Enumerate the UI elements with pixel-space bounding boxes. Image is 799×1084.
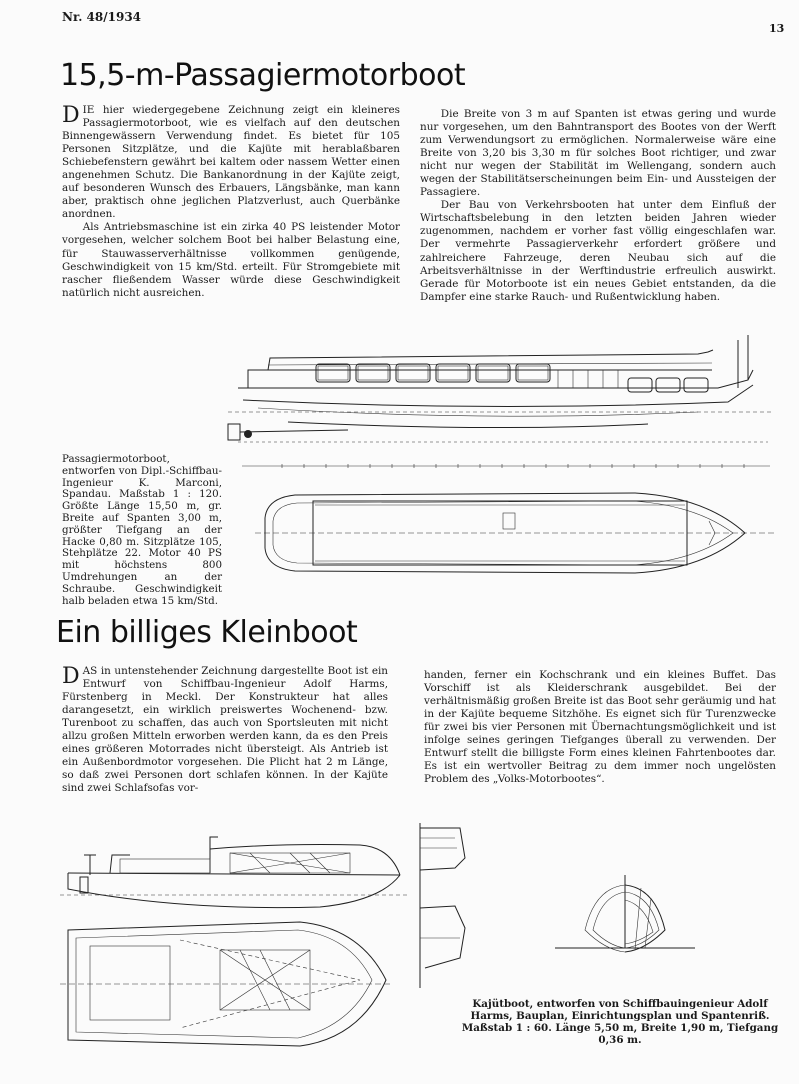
- figure-caption-small-boat: Kajütboot, entworfen von Schiffbauingenieur Adolf Harms, Bauplan, Einrichtungsplan und Spantenriß. Maßstab 1 : 60. Länge 5,50 m, Breite 1,90 m, Tiefgang 0,36 m.: [461, 998, 779, 1046]
- article2-column-left: [62, 665, 388, 795]
- paragraph: Als Antriebsmaschine ist ein zirka 40 PS leistender Motor vorgesehen, welcher solchem Boot bei halber Belastung eine, für Stauwasserverhältnisse vollkommen genügende, Geschwindigkeit von 15 km/Std. erteilt. Für Stromgebiete mit rascher fließendem Wasser würde diese Geschwindigkeit natürlich nicht ausreichen.: [62, 221, 400, 299]
- article1-column-left: [62, 104, 400, 300]
- scale-bar: [242, 458, 772, 478]
- small-boat-body-plan: [555, 870, 695, 960]
- drop-cap: D: [62, 664, 80, 689]
- paragraph: Der Bau von Verkehrsbooten hat unter dem Einfluß der Wirtschaftsbelebung in den letzten beiden Jahren wieder zugenommen, nachdem er vorher fast völlig eingeschlafen war. Der vermehrte Passagierverkehr erfordert größere und zahlreichere Fahrzeuge, deren Neubau sich auf die Arbeitsverhältnisse in der Werftindustrie erfreulich auswirkt. Gerade für Motorboote ist ein neues Gebiet entstanden, da die Dampfer eine starke Rauch- und Rußentwicklung haben.: [420, 199, 776, 303]
- drop-cap: D: [62, 103, 80, 128]
- paragraph: handen, ferner ein Kochschrank und ein kleines Buffet. Das Vorschiff ist als Kleiderschrank ausgebildet. Bei der verhältnismäßig großen Breite ist das Boot sehr geräumig und hat in der Kajüte bequeme Sitzhöhe. Es eignet sich für Turenzwecke für zwei bis vier Personen mit Übernachtungsmöglichkeit und ist infolge seines geringen Tiefganges überall zu verwenden. Der Entwurf stellt die billigste Form eines kleinen Fahrtenbootes dar. Es ist ein wertvoller Beitrag zu dem immer noch ungelösten Problem des „Volks-Motorbootes“.: [424, 669, 776, 786]
- passenger-boat-side-elevation: [228, 330, 773, 455]
- small-boat-section-views: [415, 818, 475, 998]
- issue-number: Nr. 48/1934: [62, 10, 142, 24]
- page-number: 13: [769, 22, 785, 35]
- article2-column-right: [424, 669, 776, 786]
- paragraph: AS in untenstehender Zeichnung dargestellte Boot ist ein Entwurf von Schiffbau-Ingenieur Adolf Harms, Fürstenberg in Meckl. Der Konstrukteur hat alles darangesetzt, ein wirklich preiswertes Wochenend- bzw. Turenboot zu schaffen, das auch von Sportsleuten mit nicht allzu großen Mitteln erworben werden kann, da es den Preis eines größeren Motorrades nicht übersteigt. Als Antrieb ist ein Außenbordmotor vorgesehen. Die Plicht hat 2 m Länge, so daß zwei Personen dort schlafen können. In der Kajüte sind zwei Schlafsofas vor-: [62, 665, 388, 795]
- article-title-small-boat: Ein billiges Kleinboot: [56, 615, 358, 650]
- paragraph: IE hier wiedergegebene Zeichnung zeigt ein kleineres Passagiermotorboot, wie es vielfach auf den deutschen Binnengewässern Verwendung findet. Es bietet für 105 Personen Sitzplätze, und die Kajüte mit herablaßbaren Schiebefenstern gewährt bei kaltem oder nassem Wetter einen angenehmen Schutz. Die Bankanordnung in der Kajüte zeigt, auf besonderen Wunsch des Erbauers, Längsbänke, man kann aber, praktisch ohne jeglichen Platzverlust, auch Querbänke anordnen.: [62, 104, 400, 221]
- paragraph: Die Breite von 3 m auf Spanten ist etwas gering und wurde nur vorgesehen, um den Bahntransport des Bootes von der Werft zum Verwendungsort zu ermöglichen. Normalerweise wäre eine Breite von 3,20 bis 3,30 m für solches Boot richtiger, und zwar nicht nur wegen der Stabilität im Wellengang, sondern auch wegen der Stabilitätserscheinungen beim Ein- und Aussteigen der Passagiere.: [420, 108, 776, 199]
- figure-caption-passenger-boat: Passagiermotorboot, entworfen von Dipl.-Schiffbau-Ingenieur K. Marconi, Spandau. Maßstab 1 : 120. Größte Länge 15,50 m, gr. Breite auf Spanten 3,00 m, größter Tiefgang an der Hacke 0,80 m. Sitzplätze 105, Stehplätze 22. Motor 40 PS mit höchstens 800 Umdrehungen an der Schraube. Geschwindigkeit halb beladen etwa 15 km/Std.: [62, 453, 222, 607]
- article-title-passenger-boat: 15,5-m-Passagiermotorboot: [60, 58, 466, 93]
- article1-column-right: [420, 108, 776, 304]
- passenger-boat-plan-view: [255, 483, 775, 583]
- small-boat-side-view: [60, 815, 410, 915]
- small-boat-plan-view: [60, 910, 390, 1060]
